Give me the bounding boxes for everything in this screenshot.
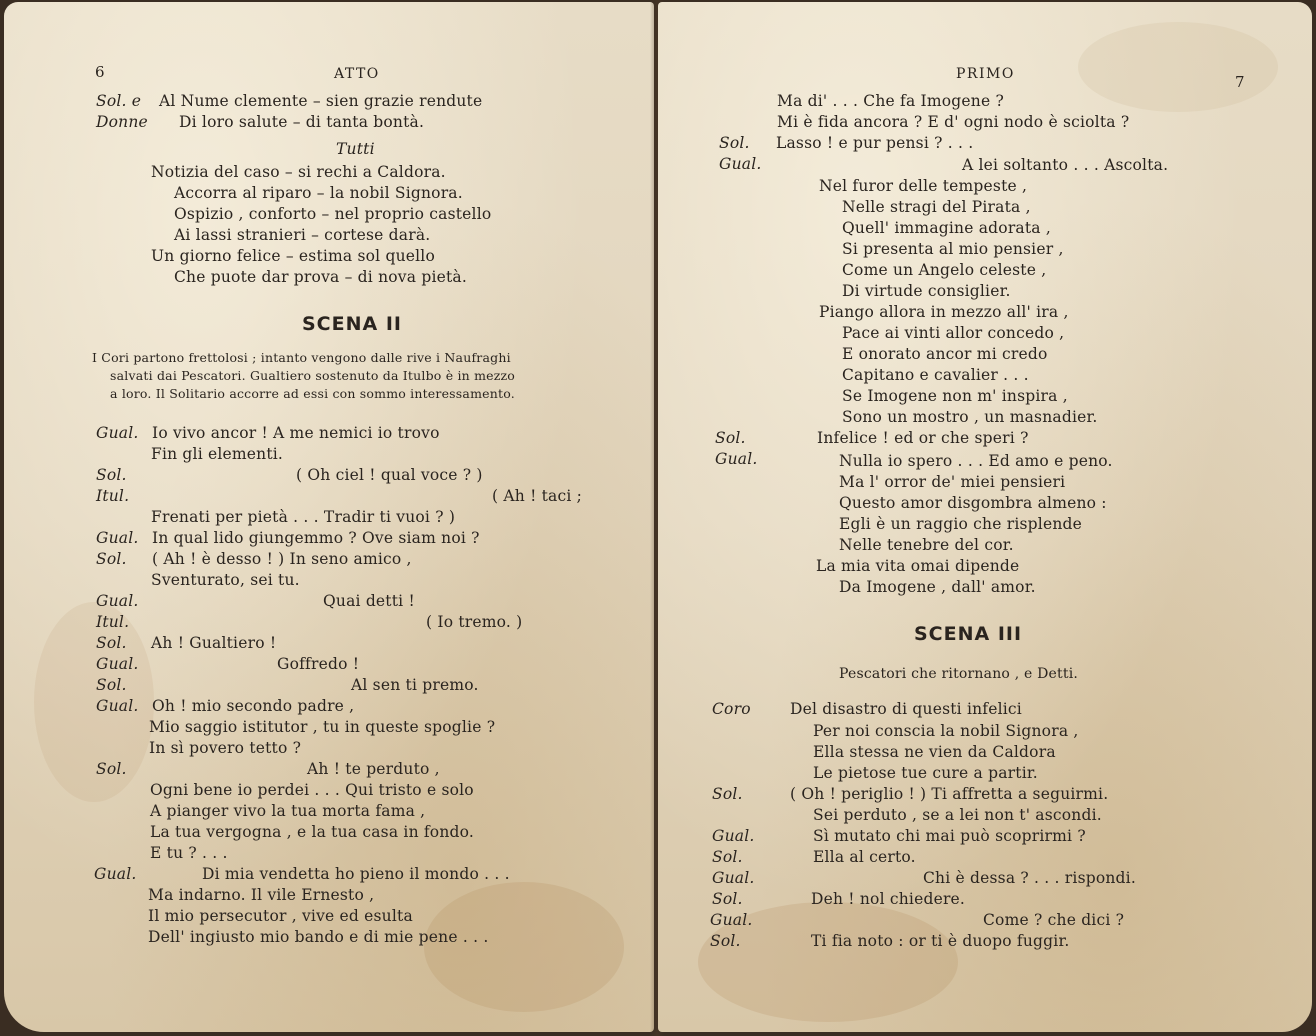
speaker-label: Sol. [712, 890, 743, 908]
verse-line: Goffredo ! [277, 655, 360, 673]
verse-line: Ah ! Gualtiero ! [151, 634, 277, 652]
verse-line: Come un Angelo celeste , [842, 261, 1047, 279]
verse-line: ( Ah ! è desso ! ) In seno amico , [152, 550, 412, 568]
page-number: 7 [1235, 73, 1245, 91]
speaker-label: Gual. [94, 865, 137, 883]
verse-line: In sì povero tetto ? [149, 739, 302, 757]
speaker-label: Sol. [96, 676, 127, 694]
speaker-label: Gual. [96, 655, 139, 673]
speaker-label: Sol. [715, 429, 746, 447]
speaker-label: Gual. [719, 155, 762, 173]
running-head: PRIMO [956, 66, 1015, 82]
verse-line: Egli è un raggio che risplende [839, 515, 1082, 533]
verse-line: A lei soltanto . . . Ascolta. [962, 156, 1169, 174]
verse-line: Accorra al riparo – la nobil Signora. [174, 184, 463, 202]
verse-line: Mio saggio istitutor , tu in queste spoglie ? [149, 718, 496, 736]
verse-line: Ma l' orror de' miei pensieri [839, 473, 1066, 491]
verse-line: Di mia vendetta ho pieno il mondo . . . [202, 865, 510, 883]
verse-line: Questo amor disgombra almeno : [839, 494, 1107, 512]
section-heading: Tutti [336, 140, 375, 158]
running-head: ATTO [334, 66, 380, 82]
verse-line: La mia vita omai dipende [816, 557, 1020, 575]
verse-line: Le pietose tue cure a partir. [813, 764, 1038, 782]
verse-line: Da Imogene , dall' amor. [839, 578, 1036, 596]
verse-line: Ai lassi stranieri – cortese darà. [174, 226, 431, 244]
verse-line: Sei perduto , se a lei non t' ascondi. [813, 806, 1102, 824]
paper-stain [1078, 22, 1278, 112]
verse-line: Per noi conscia la nobil Signora , [813, 722, 1079, 740]
verse-line: ( Oh ! periglio ! ) Ti affretta a seguirmi. [790, 785, 1109, 803]
speaker-label: Sol. [719, 134, 750, 152]
verse-line: In qual lido giungemmo ? Ove siam noi ? [152, 529, 480, 547]
speaker-label: Sol. [96, 466, 127, 484]
verse-line: Piango allora in mezzo all' ira , [819, 303, 1069, 321]
verse-line: Un giorno felice – estima sol quello [151, 247, 435, 265]
verse-line: Ah ! te perduto , [307, 760, 440, 778]
verse-line: Il mio persecutor , vive ed esulta [148, 907, 413, 925]
verse-line: Di loro salute – di tanta bontà. [179, 113, 425, 131]
speaker-label: Gual. [96, 424, 139, 442]
verse-line: Dell' ingiusto mio bando e di mie pene . . . [148, 928, 489, 946]
verse-line: Come ? che dici ? [983, 911, 1125, 929]
verse-line: La tua vergogna , e la tua casa in fondo. [150, 823, 475, 841]
speaker-label: Donne [96, 113, 148, 131]
speaker-label: Gual. [715, 450, 758, 468]
speaker-label: Gual. [96, 592, 139, 610]
verse-line: Si presenta al mio pensier , [842, 240, 1064, 258]
speaker-label: Sol. [96, 550, 127, 568]
speaker-label: Gual. [712, 869, 755, 887]
speaker-label: Gual. [712, 827, 755, 845]
speaker-label: Itul. [96, 487, 130, 505]
stage-direction: Pescatori che ritornano , e Detti. [839, 666, 1079, 682]
stage-direction: I Cori partono frettolosi ; intanto vengono dalle rive i Naufraghi [92, 350, 511, 365]
verse-line: Frenati per pietà . . . Tradir ti vuoi ? ) [151, 508, 456, 526]
verse-line: Al Nume clemente – sien grazie rendute [159, 92, 483, 110]
verse-line: E tu ? . . . [150, 844, 228, 862]
verse-line: Lasso ! e pur pensi ? . . . [776, 134, 974, 152]
scene-title: SCENA II [302, 313, 402, 335]
verse-line: Fin gli elementi. [151, 445, 284, 463]
page-number: 6 [95, 63, 105, 81]
right-page [658, 2, 1312, 1032]
verse-line: Quell' immagine adorata , [842, 219, 1051, 237]
verse-line: Notizia del caso – si rechi a Caldora. [151, 163, 446, 181]
speaker-label: Sol. [96, 760, 127, 778]
verse-line: Pace ai vinti allor concedo , [842, 324, 1065, 342]
speaker-label: Sol. [712, 785, 743, 803]
speaker-label: Gual. [96, 697, 139, 715]
verse-line: ( Ah ! taci ; [492, 487, 583, 505]
verse-line: Ogni bene io perdei . . . Qui tristo e solo [150, 781, 474, 799]
left-page [4, 2, 654, 1032]
verse-line: Ospizio , conforto – nel proprio castello [174, 205, 492, 223]
speaker-label: Sol. [96, 634, 127, 652]
verse-line: A pianger vivo la tua morta fama , [150, 802, 426, 820]
verse-line: Ti fia noto : or ti è duopo fuggir. [811, 932, 1070, 950]
verse-line: Chi è dessa ? . . . rispondi. [923, 869, 1136, 887]
verse-line: Infelice ! ed or che speri ? [817, 429, 1029, 447]
verse-line: Capitano e cavalier . . . [842, 366, 1029, 384]
paper-stain [424, 882, 624, 1012]
stage-direction: a loro. Il Solitario accorre ad essi con sommo interessamento. [110, 386, 515, 401]
stage-direction: salvati dai Pescatori. Gualtiero sostenuto da Itulbo è in mezzo [110, 368, 516, 383]
scene-title: SCENA III [914, 623, 1023, 645]
verse-line: Che puote dar prova – di nova pietà. [174, 268, 467, 286]
verse-line: Nelle tenebre del cor. [839, 536, 1014, 554]
verse-line: Nel furor delle tempeste , [819, 177, 1028, 195]
verse-line: Di virtude consiglier. [842, 282, 1011, 300]
verse-line: Quai detti ! [323, 592, 415, 610]
speaker-label: Coro [712, 700, 751, 718]
speaker-label: Gual. [96, 529, 139, 547]
verse-line: ( Oh ciel ! qual voce ? ) [296, 466, 483, 484]
verse-line: Io vivo ancor ! A me nemici io trovo [152, 424, 440, 442]
verse-line: Nulla io spero . . . Ed amo e peno. [839, 452, 1113, 470]
verse-line: ( Io tremo. ) [426, 613, 523, 631]
verse-line: Se Imogene non m' inspira , [842, 387, 1068, 405]
verse-line: Sì mutato chi mai può scoprirmi ? [813, 827, 1086, 845]
verse-line: Ma di' . . . Che fa Imogene ? [777, 92, 1004, 110]
speaker-label: Gual. [710, 911, 753, 929]
verse-line: Sventurato, sei tu. [151, 571, 300, 589]
verse-line: Del disastro di questi infelici [790, 700, 1022, 718]
speaker-label: Sol. e [96, 92, 142, 110]
speaker-label: Sol. [712, 848, 743, 866]
verse-line: Nelle stragi del Pirata , [842, 198, 1031, 216]
verse-line: Oh ! mio secondo padre , [152, 697, 355, 715]
verse-line: Ma indarno. Il vile Ernesto , [148, 886, 375, 904]
verse-line: Mi è fida ancora ? E d' ogni nodo è sciolta ? [777, 113, 1130, 131]
verse-line: Ella stessa ne vien da Caldora [813, 743, 1056, 761]
verse-line: Sono un mostro , un masnadier. [842, 408, 1098, 426]
speaker-label: Itul. [96, 613, 130, 631]
verse-line: Ella al certo. [813, 848, 916, 866]
verse-line: Deh ! nol chiedere. [811, 890, 966, 908]
verse-line: E onorato ancor mi credo [842, 345, 1048, 363]
verse-line: Al sen ti premo. [351, 676, 479, 694]
speaker-label: Sol. [710, 932, 741, 950]
